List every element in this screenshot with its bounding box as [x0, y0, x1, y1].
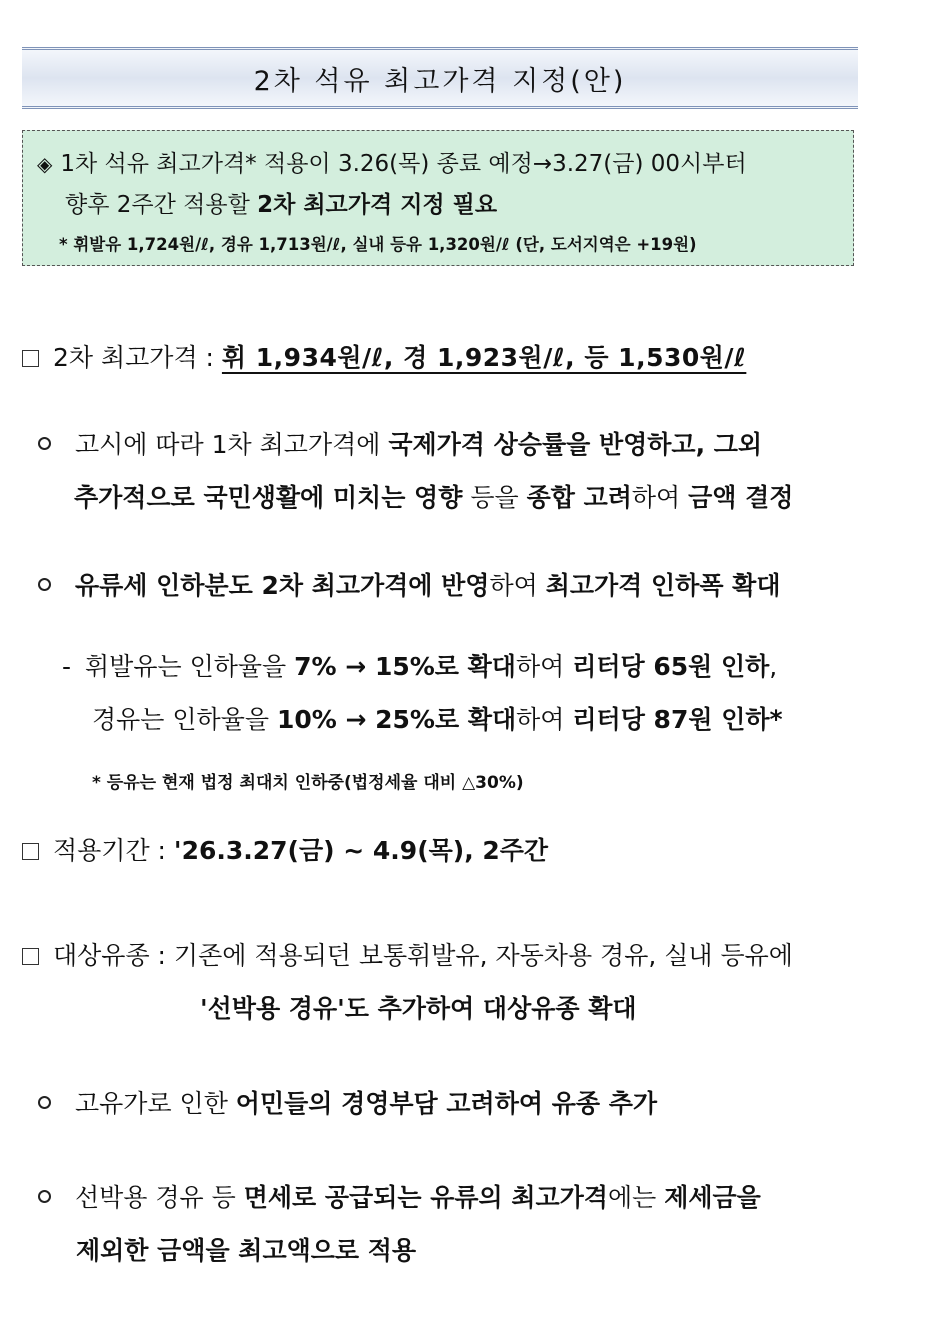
section-period-label: 적용기간 :: [53, 836, 174, 865]
bullet-1-line-2: [74, 478, 793, 514]
sub-bullet-text-b: 하여: [515, 652, 573, 681]
checkbox-square-icon: [22, 350, 39, 367]
title-text: 2차 석유 최고가격 지정(안): [253, 65, 627, 97]
sub-bullet-comma: ,: [769, 652, 778, 681]
circle-bullet-icon: [38, 578, 51, 591]
bullet-4-text-a: 선박용 경유 등: [75, 1183, 244, 1212]
sub-bullet-emphasis-b: 리터당 65원 인하: [572, 652, 770, 681]
section-fuel-types-text: 대상유종 : 기존에 적용되던 보통휘발유, 자동차용 경유, 실내 등유에: [53, 941, 793, 970]
sub-bullet-text-d: 하여: [516, 705, 573, 734]
max-price-values: 휘 1,934원/ℓ, 경 1,923원/ℓ, 등 1,530원/ℓ: [221, 343, 747, 372]
summary-footnote: * 휘발유 1,724원/ℓ, 경유 1,713원/ℓ, 실내 등유 1,320원/ℓ (단, 도서지역은 +19원): [59, 235, 697, 254]
bullet-1-emphasis-a: 국제가격 상승률을 반영하고, 그외: [388, 430, 763, 459]
checkbox-square-icon: [22, 948, 39, 965]
section-period: [22, 831, 548, 867]
bullet-1-line-1: [38, 425, 762, 461]
page-title: [22, 47, 858, 109]
summary-line-2-text: 향후 2주간 적용할: [65, 192, 258, 218]
circle-bullet-icon: [38, 437, 51, 450]
diamond-bullet-icon: ◈: [37, 152, 53, 176]
bullet-1-text-c: 하여: [631, 483, 689, 512]
summary-line-1: [37, 145, 747, 178]
bullet-1-text-b: 등을: [462, 483, 527, 512]
bullet-4-line-1: [38, 1178, 761, 1214]
bullet-3: [38, 1084, 657, 1120]
section-period-value: '26.3.27(금) ~ 4.9(목), 2주간: [173, 836, 549, 865]
bullet-4-emphasis-a: 면세로 공급되는 유류의 최고가격: [243, 1183, 608, 1212]
bullet-2: [38, 566, 780, 602]
summary-line-2-emphasis: 2차 최고가격 지정 필요: [257, 192, 498, 218]
bullet-2-emphasis-a: 유류세 인하분도 2차 최고가격에 반영: [75, 571, 490, 600]
summary-line-2: [65, 186, 497, 219]
bullet-1-emphasis-c: 종합 고려: [526, 483, 632, 512]
bullet-4-line-2: 제외한 금액을 최고액으로 적용: [76, 1236, 417, 1265]
section-fuel-types: [22, 936, 793, 972]
bullet-1-text-a: 고시에 따라 1차 최고가격에: [75, 430, 389, 459]
sub-bullet-line-1: [62, 647, 777, 683]
checkbox-square-icon: [22, 843, 39, 860]
bullet-4-emphasis-b: 제세금을: [664, 1183, 761, 1212]
sub-bullet-text-c: 경유는 인하율을: [92, 705, 277, 734]
kerosene-footnote: * 등유는 현재 법정 최대치 인하중(법정세율 대비 △30%): [92, 773, 524, 793]
sub-bullet-emphasis-d: 리터당 87원 인하*: [572, 705, 783, 734]
summary-line-1-text: 1차 석유 최고가격* 적용이 3.26(목) 종료 예정→3.27(금) 00시부터: [60, 151, 747, 177]
sub-bullet-text-a: 휘발유는 인하율을: [85, 652, 295, 681]
dash-bullet-icon: -: [62, 652, 72, 681]
summary-box: [22, 130, 854, 266]
bullet-3-text: 고유가로 인한: [75, 1089, 236, 1118]
sub-bullet-line-2: [92, 700, 783, 736]
sub-bullet-emphasis-c: 10% → 25%로 확대: [276, 705, 517, 734]
circle-bullet-icon: [38, 1096, 51, 1109]
sub-bullet-emphasis-a: 7% → 15%로 확대: [294, 652, 516, 681]
circle-bullet-icon: [38, 1190, 51, 1203]
bullet-3-emphasis: 어민들의 경영부담 고려하여 유종 추가: [235, 1089, 658, 1118]
section-max-price: [22, 338, 746, 374]
bullet-4-text-b: 에는: [607, 1183, 665, 1212]
section-fuel-types-line-2: '선박용 경유'도 추가하여 대상유종 확대: [200, 994, 637, 1023]
bullet-1-emphasis-b: 추가적으로 국민생활에 미치는 영향: [74, 483, 463, 512]
bullet-1-emphasis-d: 금액 결정: [688, 483, 794, 512]
bullet-2-text: 하여: [489, 571, 546, 600]
section-max-price-label: 2차 최고가격 :: [53, 343, 222, 372]
bullet-2-emphasis-b: 최고가격 인하폭 확대: [545, 571, 781, 600]
